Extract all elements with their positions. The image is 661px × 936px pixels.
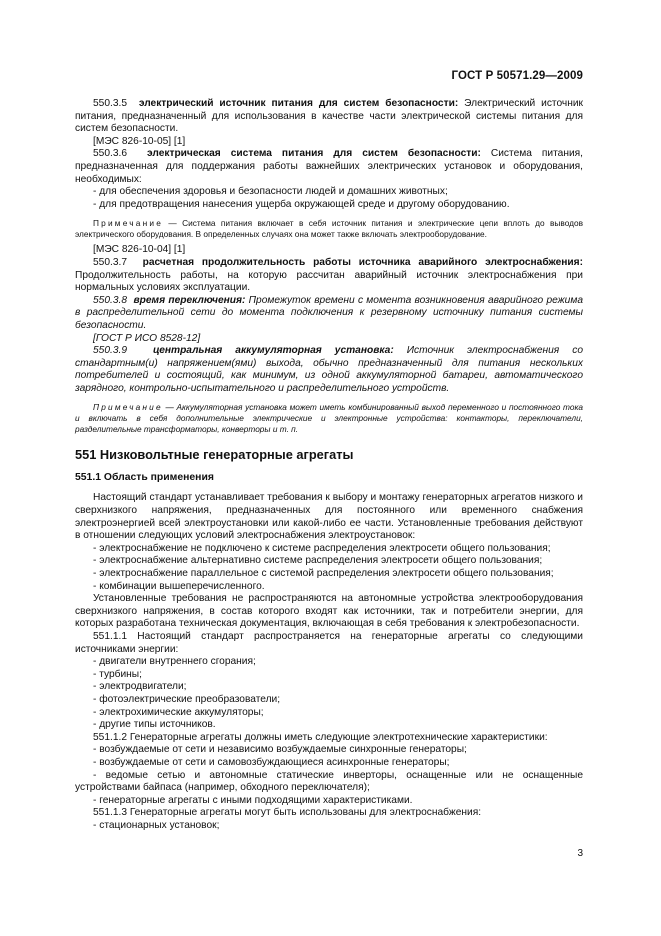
clause-551-1-2: 551.1.2 Генераторные агрегаты должны иметь следующие электротехнические характеристики:: [93, 731, 548, 743]
list-item: - двигатели внутреннего сгорания;: [75, 656, 583, 669]
document-id-header: ГОСТ Р 50571.29—2009: [451, 70, 583, 82]
list-item: - для предотвращения нанесения ущерба окружающей среде и другому оборудованию.: [75, 199, 583, 212]
list-item: - генераторные агрегаты с иными подходящими характеристиками.: [75, 795, 583, 808]
page-number: 3: [577, 848, 583, 859]
list-item: - электроснабжение альтернативно системе распределения электросети общего пользования;: [75, 555, 583, 568]
list-item: - электрохимические аккумуляторы;: [75, 707, 583, 720]
list-item: - стационарных установок;: [75, 820, 583, 833]
term: центральная аккумуляторная установка:: [153, 345, 394, 357]
clause-551-1-1: 551.1.1 Настоящий стандарт распространяется на генераторные агрегаты со следующими источниками энергии:: [75, 631, 583, 655]
definition-550-3-9: 550.3.9 центральная аккумуляторная установка: Источник электроснабжения со стандартным(и) напряжением(ями) выхода, обычно предназначенный для питания нескольких потребителей и состоящий, как минимум, из одной аккумуляторной батареи, автоматического зарядного, контрольно-испытательного и распределительного устройств.: [75, 345, 583, 394]
list-item: - комбинации вышеперечисленного.: [75, 581, 583, 594]
note: Примечание — Система питания включает в себя источник питания и электрические цепи вплоть до выводов электрического оборудования. В определенных случаях она может также включать электрооборудование.: [75, 218, 583, 240]
paragraph: Настоящий стандарт устанавливает требования к выбору и монтажу генераторных агрегатов низкого и сверхнизкого напряжения, предназначенных для постоянного или временного снабжения электроэнергией всей электроустановки или какой-либо ее части. Установленные требования действуют в отношении следующих условий электроснабжения электроустановок:: [75, 492, 583, 542]
list-item: - фотоэлектрические преобразователи;: [75, 694, 583, 707]
clause-551-1-3: 551.1.3 Генераторные агрегаты могут быть использованы для электроснабжения:: [93, 807, 482, 819]
list-item: - возбуждаемые от сети и самовозбуждающиеся асинхронные генераторы;: [75, 757, 583, 770]
reference: [МЭС 826-10-04] [1]: [93, 244, 186, 256]
definition-550-3-5: 550.3.5 электрический источник питания для систем безопасности: Электрический источник питания, предназначенный для использования в качестве части электрической системы питания для систем безопасности.: [75, 98, 584, 135]
subsection-heading-551-1: 551.1 Область применения: [75, 472, 214, 484]
term: расчетная продолжительность работы источника аварийного электроснабжения:: [142, 256, 583, 268]
term: время переключения:: [133, 294, 246, 306]
list-item: - другие типы источников.: [75, 719, 583, 732]
definition-550-3-6: 550.3.6 электрическая система питания для систем безопасности: Система питания, предназначенная для поддержания работы важнейших электрических установок и оборудования, необходимых:: [75, 148, 583, 185]
definition-550-3-8: 550.3.8 время переключения: Промежуток времени с момента возникновения аварийного режима в распределительной сети до момента подключения к резервному источнику питания системы безопасности.: [75, 294, 584, 331]
reference: [ГОСТ Р ИСО 8528-12]: [93, 332, 201, 344]
definition-550-3-7: 550.3.7 расчетная продолжительность работы источника аварийного электроснабжения: Продолжительность работы, на которую рассчитан аварийный источник электроснабжения при нормальных условиях эксплуатации.: [75, 256, 583, 294]
reference: [МЭС 826-10-05] [1]: [93, 135, 186, 147]
paragraph: Установленные требования не распространяются на автономные устройства электрооборудования сверхнизкого напряжения, в состав которого входят как источники, так и потребители энергии, для которых разработана техническая документация, включающая в себя требования к электробезопасности.: [75, 593, 583, 630]
term: электрическая система питания для систем безопасности:: [146, 148, 481, 160]
list-item: - электродвигатели;: [75, 681, 583, 694]
list-item: - возбуждаемые от сети и независимо возбуждаемые синхронные генераторы;: [75, 744, 583, 757]
term: электрический источник питания для систем безопасности:: [138, 98, 459, 109]
list-item: - для обеспечения здоровья и безопасности людей и домашних животных;: [75, 186, 583, 199]
list-item: - турбины;: [75, 669, 583, 682]
list-item: - ведомые сетью и автономные статические инверторы, оснащенные или не оснащенные устройствами байпаса (например, обходного переключателя);: [75, 770, 583, 795]
list-item: - электроснабжение параллельное с системой распределения электросети общего пользования;: [75, 568, 583, 581]
section-heading-551: 551 Низковольтные генераторные агрегаты: [75, 447, 354, 463]
page-content: [75, 98, 583, 833]
list-item: - электроснабжение не подключено к системе распределения электросети общего пользования;: [75, 543, 583, 556]
note: Примечание — Аккумуляторная установка может иметь комбинированный выход переменного и постоянного тока и включать в себя дополнительные электрические и электронные устройства: контакторы, переключатели, разделительные трансформаторы, конверторы и т. п.: [75, 402, 583, 435]
